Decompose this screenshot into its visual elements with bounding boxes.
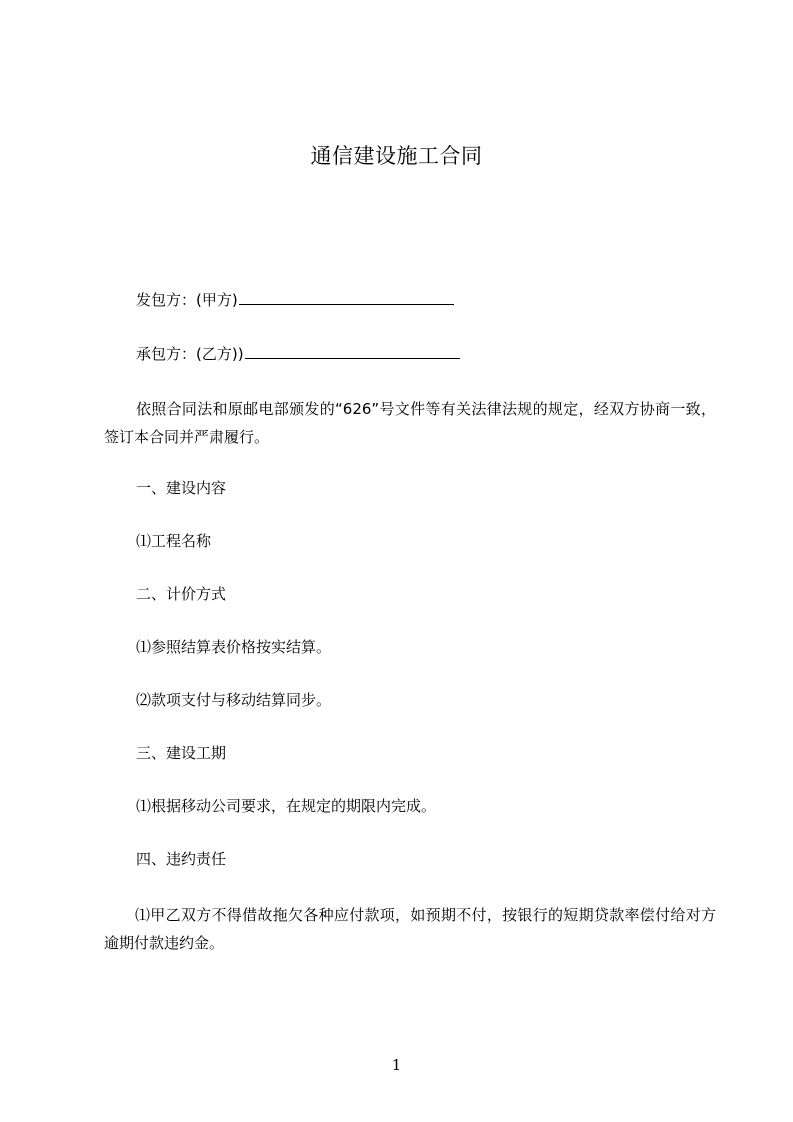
party-a-blank <box>239 289 454 305</box>
party-b-label: 承包方：(乙方)) <box>136 345 244 363</box>
section-heading-4: 四、违约责任 <box>136 850 227 868</box>
section-2-item-1: ⑴参照结算表价格按实结算。 <box>136 638 332 656</box>
party-a-label: 发包方：(甲方) <box>136 291 238 309</box>
party-a-line <box>136 289 454 311</box>
section-2-item-2: ⑵款项支付与移动结算同步。 <box>136 691 332 709</box>
section-heading-2: 二、计价方式 <box>136 585 227 603</box>
section-heading-1: 一、建设内容 <box>136 479 227 497</box>
section-heading-3: 三、建设工期 <box>136 744 227 762</box>
section-1-item-1: ⑴工程名称 <box>136 532 212 550</box>
contract-title: 通信建设施工合同 <box>310 144 483 168</box>
section-3-item-1: ⑴根据移动公司要求，在规定的期限内完成。 <box>136 797 437 815</box>
party-b-blank <box>245 343 460 359</box>
section-4-item-1: ⑴甲乙双方不得借故拖欠各种应付款项，如预期不付，按银行的短期贷款率偿付给对方逾期付款违约金。 <box>104 906 716 952</box>
intro-paragraph: 依照合同法和原邮电部颁发的“626”号文件等有关法律法规的规定，经双方协商一致，签订本合同并严肃履行。 <box>104 400 716 446</box>
page-number: 1 <box>391 1056 402 1074</box>
party-b-line <box>136 343 460 365</box>
